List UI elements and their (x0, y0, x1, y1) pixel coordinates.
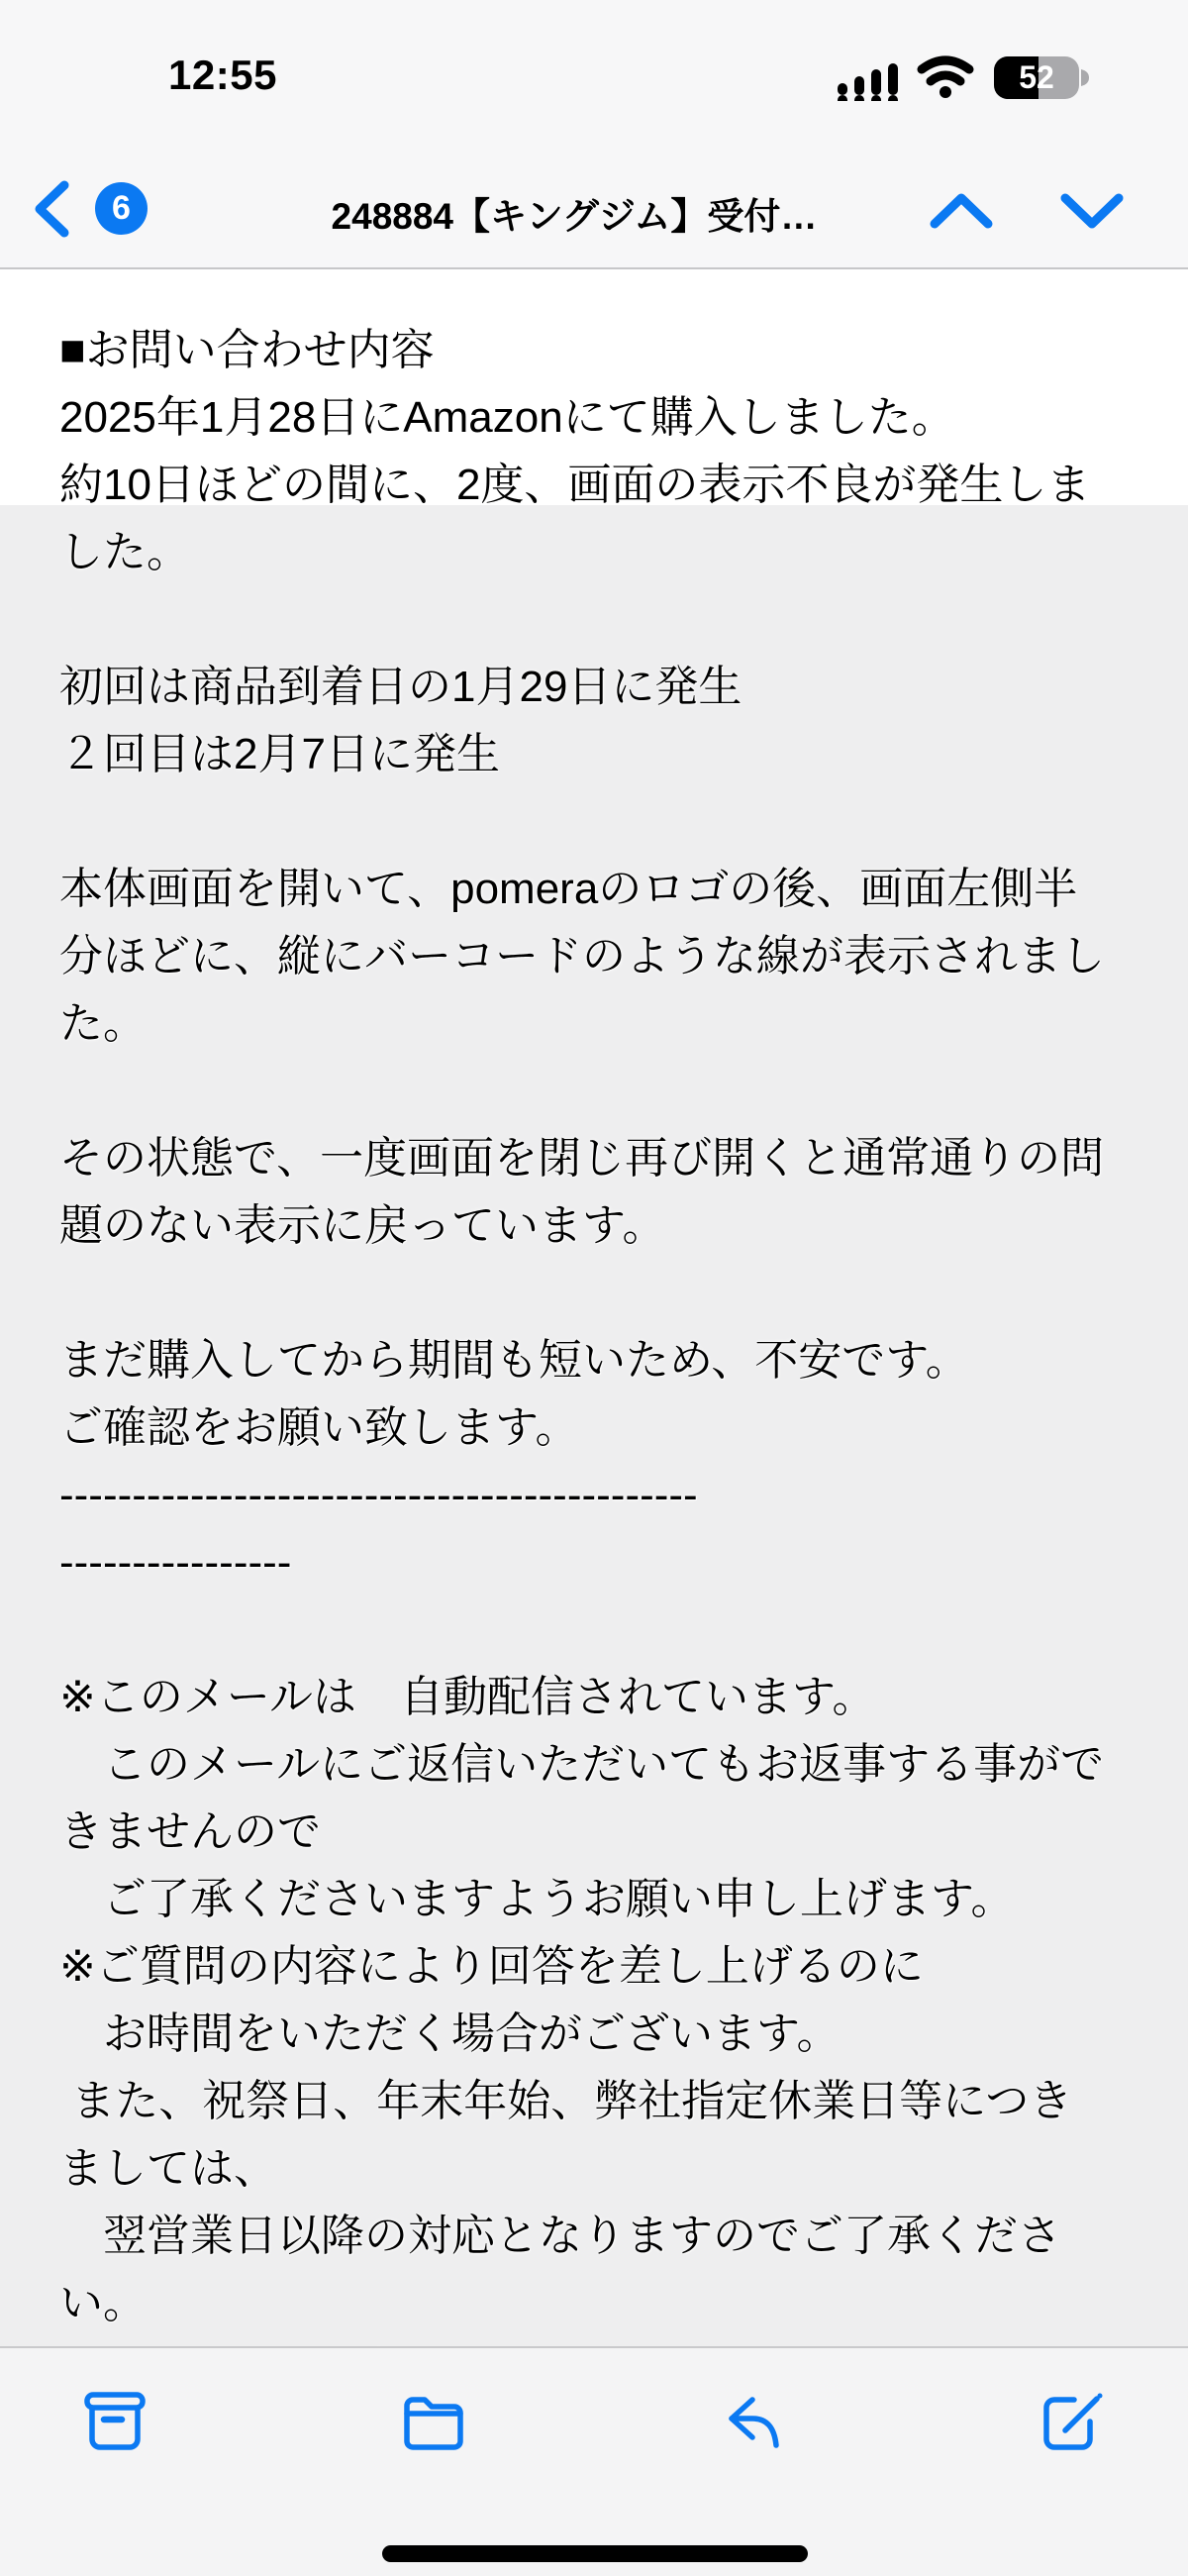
body-line: その状態で、一度画面を閉じ再び開くと通常通りの問 (59, 1134, 1105, 1183)
body-line: 約10日ほどの間に、2度、画面の表示不良が発生しま (59, 461, 1091, 509)
body-line: ※ご質問の内容により回答を差し上げるのに (59, 1942, 924, 1991)
body-line: い。 (59, 2279, 147, 2327)
chevron-up-icon[interactable] (929, 190, 994, 230)
cellular-signal-icon (838, 55, 903, 101)
status-icons (832, 55, 1089, 103)
body-line: 本体画面を開いて、pomeraのロゴの後、画面左側半 (59, 865, 1078, 913)
body-line: このメールにご返信いただいてもお返事する事がで (59, 1740, 1105, 1789)
unread-count-badge[interactable] (95, 182, 148, 235)
body-line (59, 1260, 1131, 1327)
battery-percent-label: 52 (1019, 59, 1054, 95)
body-line: 2025年1月28日にAmazonにて購入しました。 (59, 393, 955, 442)
unread-count-label: 6 (112, 189, 131, 227)
compose-icon[interactable] (1042, 2392, 1106, 2453)
body-line: また、祝祭日、年末年始、弊社指定休業日等につき (59, 2077, 1073, 2125)
body-line: きませんので (59, 1807, 321, 1856)
top-chrome (0, 0, 1188, 269)
body-line: -------------------------------------------- (59, 1471, 698, 1519)
archive-icon[interactable] (84, 2392, 146, 2453)
body-line: た。 (59, 999, 147, 1048)
body-line: 翌営業日以降の対応となりますのでご了承くださ (59, 2212, 1061, 2260)
home-indicator[interactable] (382, 2545, 808, 2562)
body-line: まだ購入してから期間も短いため、不安です。 (59, 1336, 969, 1385)
chevron-down-icon[interactable] (1059, 192, 1125, 232)
body-line: ■お問い合わせ内容 (59, 326, 435, 374)
body-line (59, 788, 1131, 856)
message-title: 248884【キングジム】受付… (331, 196, 818, 234)
body-line (59, 1597, 1131, 1664)
bottom-toolbar (0, 2346, 1188, 2576)
back-chevron-icon[interactable] (34, 180, 69, 238)
body-line: ※このメールは 自動配信されています。 (59, 1673, 876, 1721)
reply-icon[interactable] (723, 2392, 784, 2453)
body-line (59, 586, 1131, 654)
body-line: 題のない表示に戻っています。 (59, 1201, 666, 1250)
body-line: ２回目は2月7日に発生 (59, 730, 500, 778)
wifi-icon (917, 55, 974, 99)
body-line: ましては、 (59, 2144, 277, 2193)
body-line: ご確認をお願い致します。 (59, 1403, 579, 1452)
body-line: 分ほどに、縦にバーコードのような線が表示されまし (59, 932, 1105, 980)
body-line: 初回は商品到着日の1月29日に発生 (59, 663, 742, 711)
body-line: ご了承くださいますようお願い申し上げます。 (59, 1875, 1015, 1923)
battery-icon (994, 55, 1089, 101)
body-line: した。 (59, 528, 190, 576)
body-line: ---------------- (59, 1538, 292, 1587)
body-line (59, 1058, 1131, 1125)
email-body (0, 317, 1188, 2405)
body-line: お時間をいただく場合がございます。 (59, 2009, 841, 2058)
status-time: 12:55 (168, 52, 277, 98)
folder-icon[interactable] (403, 2392, 464, 2453)
